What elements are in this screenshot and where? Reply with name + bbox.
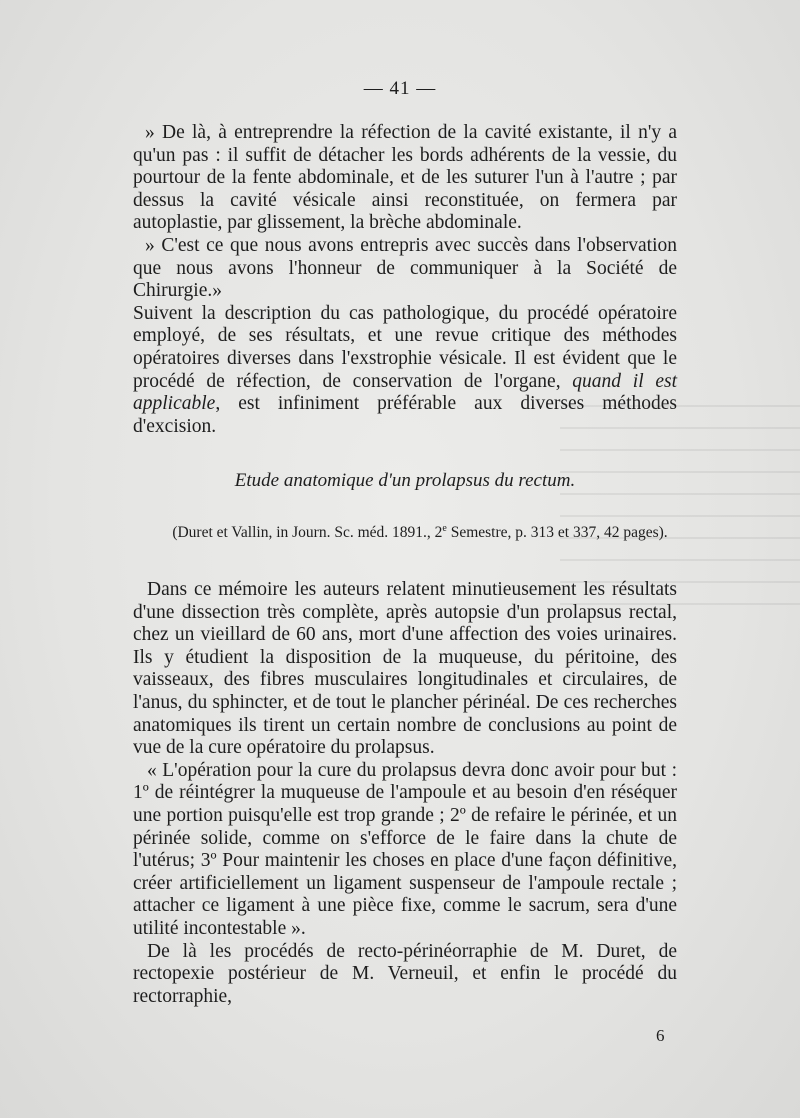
summary-text-end: , est infiniment préférable aux diverses méthodes d'excision. — [133, 393, 677, 437]
summary-italic: quand il est applicable — [133, 370, 677, 415]
summary-text: Suivent la description du cas pathologique, du procédé opératoire employé, de ses résultats, et une revue critique des méthodes opératoires diverses dans l'exstrophie vésicale. Il est évident que le procédé de réfection, de conservation de l'organe, — [133, 302, 677, 392]
summary-paragraph — [133, 303, 677, 439]
section-title: Etude anatomique d'un prolapsus du rectum. — [234, 470, 576, 491]
section-two-text — [133, 579, 677, 1008]
paragraph: » C'est ce que nous avons entrepris avec succès dans l'observation que nous avons l'honneur de communiquer à la Société de Chirurgie.» — [133, 234, 677, 302]
quote-paragraph: « L'opération pour la cure du prolapsus devra donc avoir pour but : 1º de réintégrer la muqueuse de l'ampoule et au besoin d'en réséquer une portion puisqu'elle est trop grande ; 2º de refaire le périnée, et un périnée solide, comme on s'efforce de le faire dans la chute de l'utérus; 3º Pour maintenir les choses en place d'une façon définitive, créer artificiellement un ligament suspenseur de l'ampoule rectale ; attacher ce ligament à une pièce fixe, comme le sacrum, sera d'une utilité incontestable ». — [133, 759, 677, 939]
citation-text-end: Semestre, p. 313 et 337, 42 pages). — [446, 524, 668, 542]
citation-text: (Duret et Vallin, in Journ. Sc. méd. 1891., 2 — [172, 524, 443, 542]
section-one-text — [133, 122, 677, 438]
paragraph: De là les procédés de recto-périnéorraphie de M. Duret, de rectopexie postérieur de M. Verneuil, et enfin le procédé du rectorraphie, — [133, 940, 677, 1007]
citation-superscript: e — [442, 523, 447, 534]
paragraph: Dans ce mémoire les auteurs relatent minutieusement les résultats d'une dissection très complète, après autopsie d'un prolapsus rectal, chez un vieillard de 60 ans, mort d'une affection des voies urinaires. Ils y étudient la disposition de la muqueuse, du péritoine, des vaisseaux, des fibres musculaires longitudinales et circulaires, de l'anus, du sphincter, et de tout le plancher périnéal. De ces recherches anatomiques ils tirent un certain nombre de conclusions au point de vue de la cure opératoire du prolapsus. — [133, 579, 677, 759]
page-header-number: — 41 — — [363, 78, 437, 99]
citation — [170, 518, 670, 543]
paragraph: » De là, à entreprendre la réfection de la cavité existante, il n'y a qu'un pas : il suffit de détacher les bords adhérents de la vessie, du pourtour de la fente abdominale, et de les suturer l'un à l'autre ; par dessus la cavité vésicale ainsi reconstituée, on fermera par autoplastie, par glissement, la brèche abdominale. — [133, 122, 677, 234]
signature-number: 6 — [656, 1026, 665, 1045]
